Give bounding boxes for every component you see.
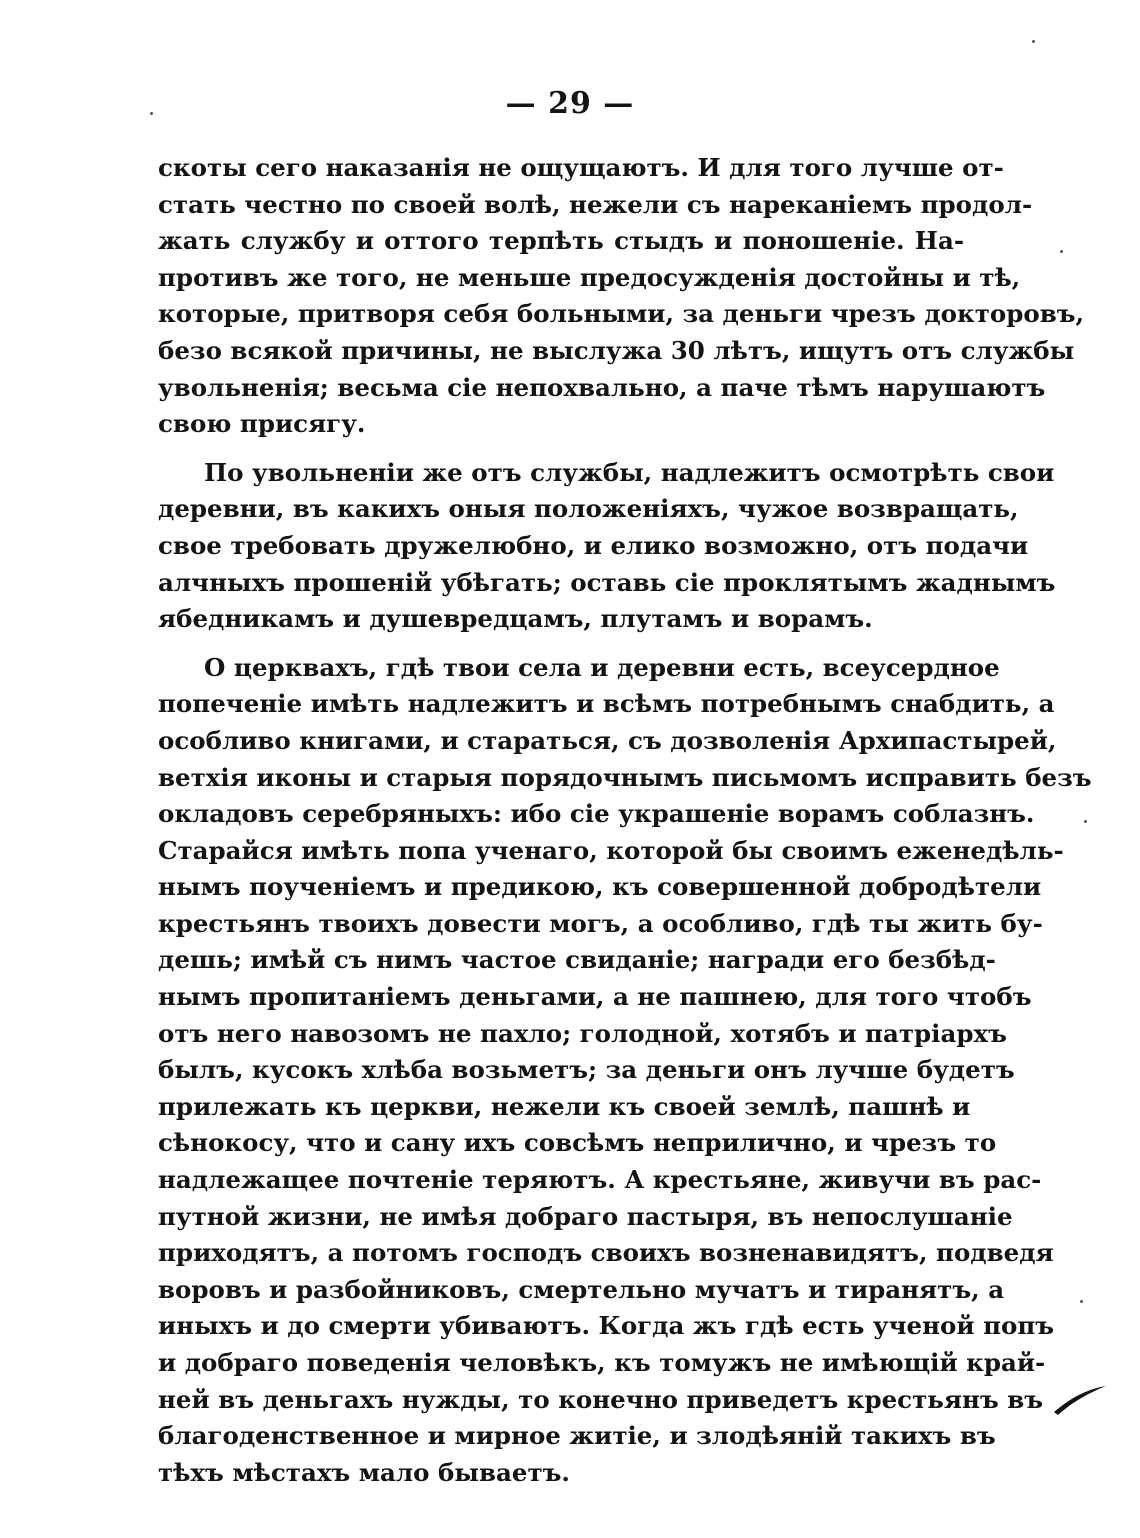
pen-mark [1052,1382,1108,1416]
text-line: Старайся имѣть попа ученаго, которой бы своимъ еженедѣль- [158,835,1064,865]
page-number: — 29 — [505,86,635,121]
text-line: нымъ пропитаніемъ деньгами, а не пашнею, для того чтобъ [158,982,1032,1012]
scan-speck [1060,250,1063,253]
text-line: По увольненіи же отъ службы, надлежитъ осмотрѣть свои [204,457,1055,487]
text-line: увольненія; весьма сіе непохвально, а паче тѣмъ нарушаютъ [158,372,1046,402]
text-line: которые, притворя себя больными, за деньги чрезъ докторовъ, [158,299,1085,329]
text-line: свою присягу. [158,409,366,439]
text-line: путной жизни, не имѣя добраго пастыря, въ непослушаніе [158,1201,1013,1231]
scan-speck [1084,820,1087,823]
text-line: свое требовать дружелюбно, и елико возможно, отъ подачи [158,530,1029,560]
text-line: крестьянъ твоихъ довести могъ, а особливо, гдѣ ты жить бу- [158,908,1043,938]
scan-speck [1032,40,1035,43]
text-line: былъ, кусокъ хлѣба возьметъ; за деньги онъ лучше будетъ [158,1055,1015,1085]
text-line: благоденственное и мирное житіе, и злодѣяній такихъ въ [158,1421,996,1451]
text-line: окладовъ серебряныхъ: ибо сіе украшеніе ворамъ соблазнъ. [158,799,1035,829]
text-line: ней въ деньгахъ нужды, то конечно приведетъ крестьянъ въ [158,1384,1044,1414]
text-line: алчныхъ прошеній убѣгать; оставь сіе проклятымъ жаднымъ [158,567,1056,597]
text-line: О церквахъ, гдѣ твои села и деревни есть, всеусердное [204,652,1000,682]
scan-speck [150,112,153,115]
text-line: дешь; имѣй съ нимъ частое свиданіе; награди его безбѣд- [158,945,996,975]
text-line: стать честно по своей волѣ, нежели съ нареканіемъ продол- [158,189,1033,219]
text-line: воровъ и разбойниковъ, смертельно мучатъ и тиранятъ, а [158,1274,1005,1304]
text-line: ябедникамъ и душевредцамъ, плутамъ и ворамъ. [158,604,873,634]
text-line: сѣнокосу, что и сану ихъ совсѣмъ неприлично, и чрезъ то [158,1128,997,1158]
text-line: противъ же того, не меньше предосужденія достойны и тѣ, [158,262,1021,292]
text-line: попеченіе имѣть надлежитъ и всѣмъ потребнымъ снабдить, а [158,689,1055,719]
text-line: отъ него навозомъ не пахло; голодной, хотябъ и патріархъ [158,1018,1007,1048]
text-line: нымъ поученіемъ и предикою, къ совершенной добродѣтели [158,872,1042,902]
text-line: деревни, въ какихъ оныя положеніяхъ, чужое возвращать, [158,494,1019,524]
text-line: скоты сего наказанія не ощущаютъ. И для того лучше от- [158,153,1004,182]
text-line: ветхія иконы и старыя порядочнымъ письмомъ исправить безъ [158,762,1092,792]
paragraph-3 [158,650,1092,1492]
text-line: иныхъ и до смерти убиваютъ. Когда жъ гдѣ есть ученой попъ [158,1311,1055,1341]
text-line: и добраго поведенія человѣкъ, къ томужъ не имѣющій край- [158,1348,1046,1377]
paragraph-1 [158,150,1085,443]
text-line: приходятъ, а потомъ господъ своихъ возненавидятъ, подведя [158,1238,1054,1268]
text-line: жать службу и оттого терпѣть стыдъ и поношеніе. На- [158,226,964,256]
text-line: прилежать къ церкви, нежели къ своей землѣ, пашнѣ и [158,1091,971,1121]
scan-speck [1080,1300,1083,1303]
text-line: тѣхъ мѣстахъ мало бываетъ. [158,1457,570,1487]
text-line: безо всякой причины, не выслужа 30 лѣтъ, ищутъ отъ службы [158,335,1075,365]
text-line: надлежащее почтеніе теряютъ. А крестьяне, живучи въ рас- [158,1165,1042,1195]
paragraph-2 [158,455,1056,638]
body-text [158,150,1092,1503]
text-line: особливо книгами, и стараться, съ дозволенія Архипастырей, [158,725,1057,755]
